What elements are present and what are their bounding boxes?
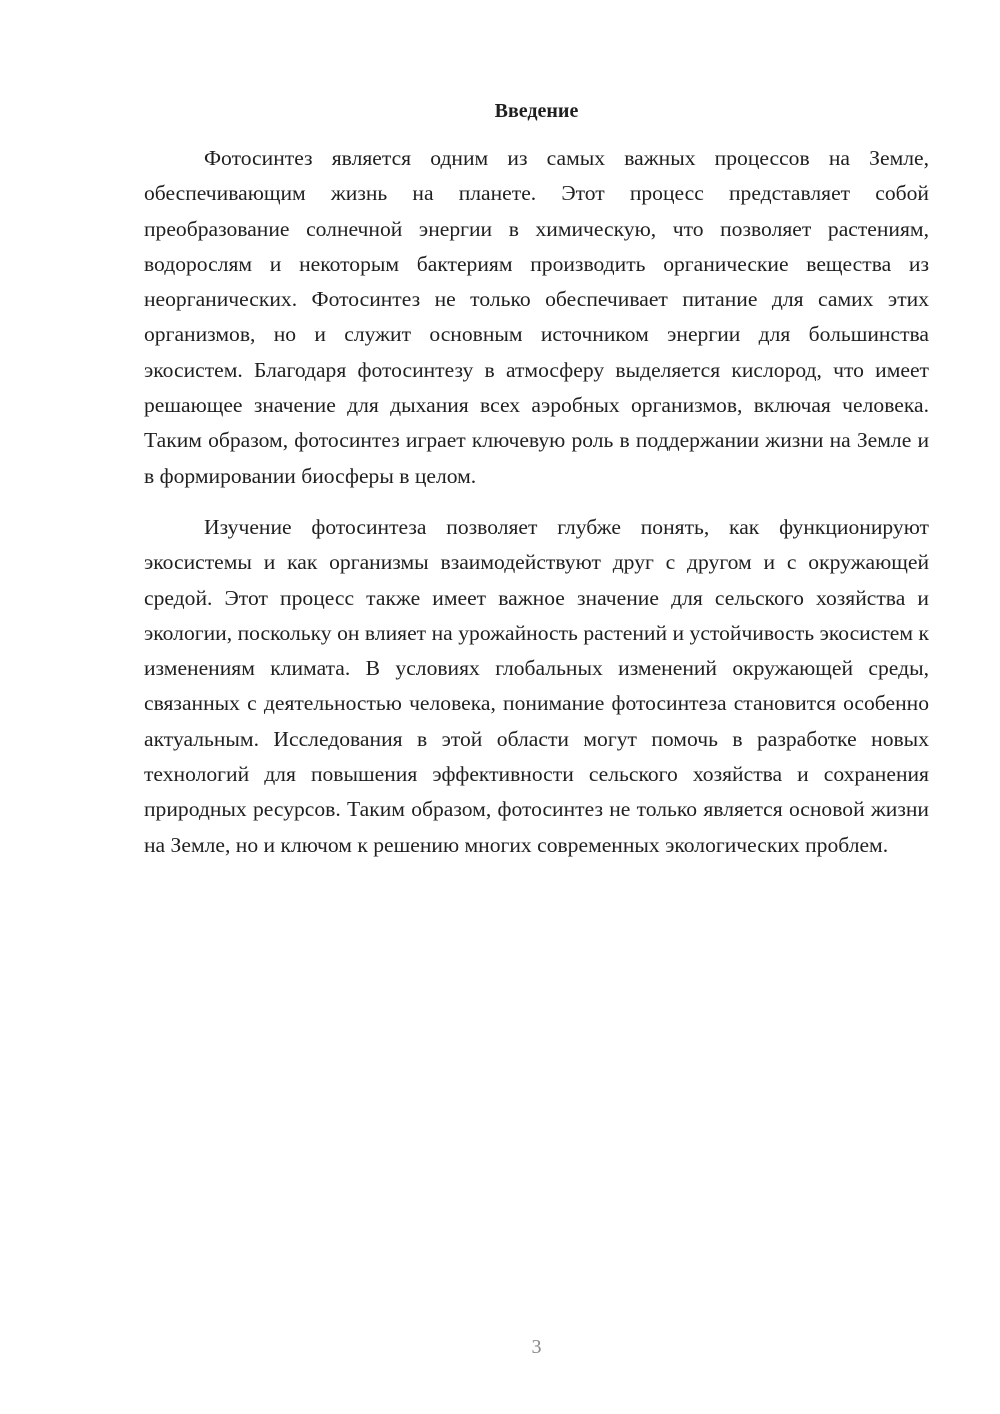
section-heading: Введение	[494, 100, 579, 122]
paragraph-intro: Фотосинтез является одним из самых важных процессов на Земле, обеспечивающим жизнь на планете. Этот процесс представляет собой преобразование солнечной энергии в химическую, что позволяет растениям, водорослям и некоторым бактериям производить органические вещества из неорганических. Фотосинтез не только обеспечивает питание для самих этих организмов, но и служит основным источником энергии для большинства экосистем. Благодаря фотосинтезу в атмосферу выделяется кислород, что имеет решающее значение для дыхания всех аэробных организмов, включая человека. Таким образом, фотосинтез играет ключевую роль в поддержании жизни на Земле и в формировании биосферы в целом.	[144, 146, 929, 488]
body-text	[144, 141, 929, 863]
paragraph-study: Изучение фотосинтеза позволяет глубже понять, как функционируют экосистемы и как организмы взаимодействуют друг с другом и с окружающей средой. Этот процесс также имеет важное значение для сельского хозяйства и экологии, поскольку он влияет на урожайность растений и устойчивость экосистем к изменениям климата. В условиях глобальных изменений окружающей среды, связанных с деятельностью человека, понимание фотосинтеза становится особенно актуальным. Исследования в этой области могут помочь в разработке новых технологий для повышения эффективности сельского хозяйства и сохранения природных ресурсов. Таким образом, фотосинтез не только является основой жизни на Земле, но и ключом к решению многих современных экологических проблем.	[144, 514, 929, 857]
page-number: 3	[531, 1336, 542, 1358]
